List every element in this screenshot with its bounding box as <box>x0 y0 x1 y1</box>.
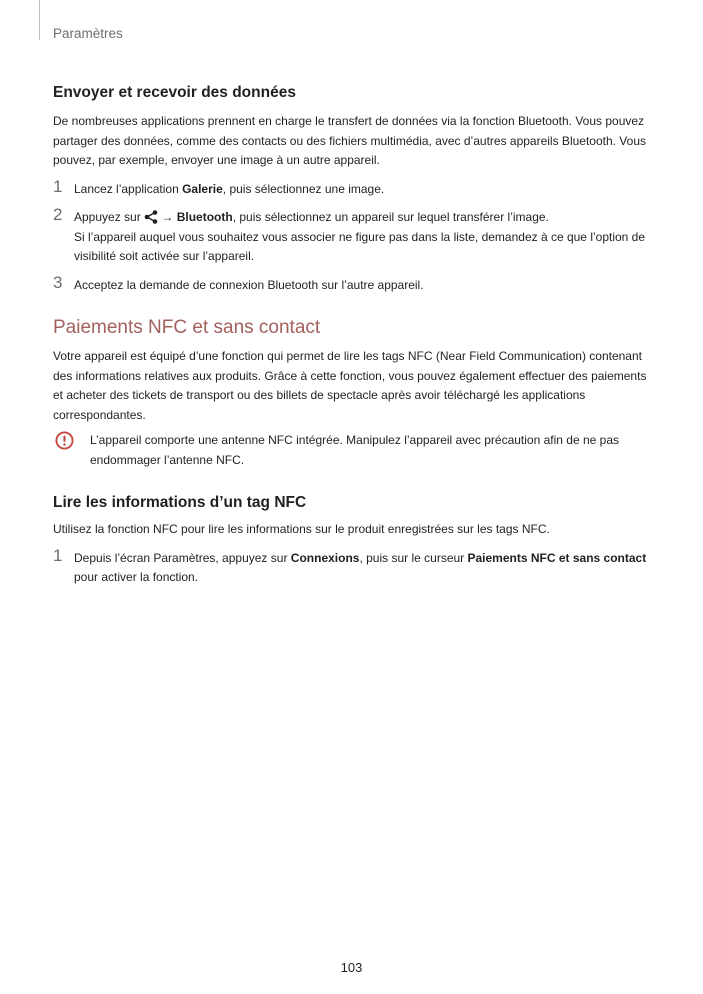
caution-note <box>53 431 653 470</box>
share-icon <box>144 210 158 224</box>
step-1-nfc <box>53 545 653 588</box>
step-number: 3 <box>53 272 63 292</box>
step-text-pre: Depuis l’écran Paramètres, appuyez sur <box>74 550 291 565</box>
step-bold-connexions: Connexions <box>290 550 360 565</box>
step-3 <box>53 272 653 296</box>
step-number: 2 <box>53 205 63 224</box>
header-rule <box>39 0 40 40</box>
step-bold-bluetooth: Bluetooth <box>176 210 233 224</box>
section-heading-send-receive: Envoyer et recevoir des données <box>53 84 296 101</box>
step-text-post: pour activer la fonction. <box>74 570 199 584</box>
step-text-pre: Lancez l’application <box>74 181 183 196</box>
step-1 <box>53 176 653 200</box>
section-intro-read-tag: Utilisez la fonction NFC pour lire les informations sur le produit enregistrées sur les tags NFC. <box>53 522 550 536</box>
page-content <box>53 84 653 588</box>
step-arrow: → <box>158 210 177 224</box>
caution-note-text: L’appareil comporte une antenne NFC intégrée. Manipulez l’appareil avec précaution afin de ne pas endommager l’antenne NFC. <box>90 433 620 467</box>
section-heading-nfc: Paiements NFC et sans contact <box>53 317 321 338</box>
step-text-post: , puis sélectionnez un appareil sur lequel transférer l’image. <box>232 210 549 224</box>
page-number: 103 <box>340 960 363 975</box>
step-text: Acceptez la demande de connexion Bluetooth sur l’autre appareil. <box>74 277 424 292</box>
section-intro-send-receive: De nombreuses applications prennent en charge le transfert de données via la fonction Bluetooth. Vous pouvez partager des données, comme des contacts ou des fichiers multimédia, avec d’autres appareils Bluetooth. Vous pouvez, par exemple, envoyer une image à un autre appareil. <box>53 114 646 167</box>
section-heading-read-tag: Lire les informations d’un tag NFC <box>53 494 307 511</box>
step-bold-galerie: Galerie <box>182 181 223 196</box>
step-bold-nfc-setting: Paiements NFC et sans contact <box>467 550 647 565</box>
section-intro-nfc: Votre appareil est équipé d’une fonction qui permet de lire les tags NFC (Near Field Communication) contenant des informations relatives aux produits. Grâce à cette fonction, vous pouvez également effectuer des paiements et acheter des tickets de transport ou des billets de spectacle après avoir téléchargé les applications correspondantes. <box>53 349 647 422</box>
step-continuation: Si l’appareil auquel vous souhaitez vous associer ne figure pas dans la liste, demandez à ce que l’option de visibilité soit activée sur l’appareil. <box>74 229 646 263</box>
step-text-mid: , puis sur le curseur <box>359 550 468 565</box>
warning-icon <box>55 431 74 450</box>
step-text-pre: Appuyez sur <box>74 210 145 224</box>
step-text-post: , puis sélectionnez une image. <box>222 181 385 196</box>
step-number: 1 <box>53 176 63 196</box>
step-2 <box>53 205 653 267</box>
header-title: Paramètres <box>53 26 123 41</box>
step-number: 1 <box>53 545 63 565</box>
